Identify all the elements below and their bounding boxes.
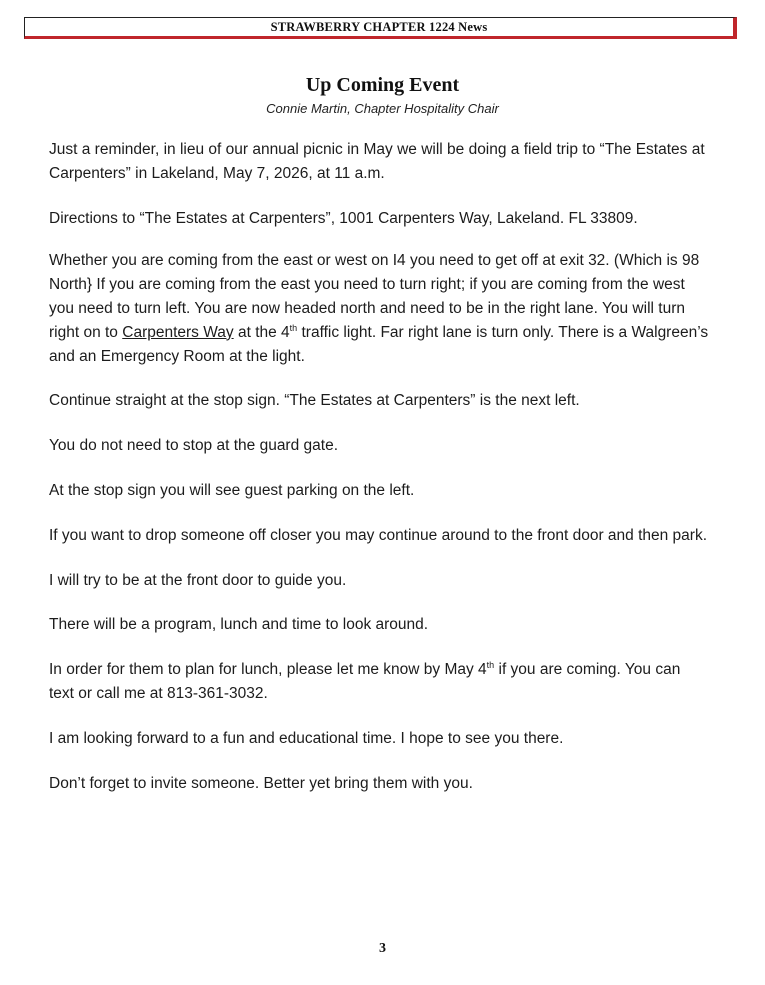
paragraph-directions-heading: Directions to “The Estates at Carpenters”, 1001 Carpenters Way, Lakeland. FL 33809. [49,209,638,227]
rsvp-text-2: if you are coming. You can text or call me at 813-361-3032. [49,661,681,702]
route-text-1: Whether you are coming from the east or west on I4 you need to get off at exit 32. (Which is 98 North} If you are coming from the east you need to turn right; if you are coming from the west you need to turn left. You are now headed north and need to be in the right lane. You will turn right on to [49,252,700,341]
paragraph-guard-gate: You do not need to stop at the guard gate. [49,437,338,455]
carpenters-way-street: Carpenters Way [122,323,234,341]
paragraph-guest-parking: At the stop sign you will see guest parking on the left. [49,481,415,499]
article-body [49,138,709,816]
route-text-3: traffic light. Far right lane is turn only. There is a Walgreen’s and an Emergency Room at the light. [49,323,709,365]
paragraph-program: There will be a program, lunch and time to look around. [49,616,429,634]
paragraph-rsvp [49,658,709,706]
page-number: 3 [379,941,386,956]
route-text-2: at the 4 [233,323,290,341]
paragraph-invite: Don’t forget to invite someone. Better yet bring them with you. [49,774,473,792]
paragraph-intro: Just a reminder, in lieu of our annual picnic in May we will be doing a field trip to “The Estates at Carpenters” in Lakeland, May 7, 2026, at 11 a.m. [49,141,705,182]
paragraph-stop-sign: Continue straight at the stop sign. “The Estates at Carpenters” is the next left. [49,392,580,410]
newsletter-header [24,17,737,39]
rsvp-text-1: In order for them to plan for lunch, please let me know by May 4 [49,661,487,679]
paragraph-looking-forward: I am looking forward to a fun and educational time. I hope to see you there. [49,729,564,747]
event-title: Up Coming Event [305,74,460,96]
paragraph-drop-off: If you want to drop someone off closer you may continue around to the front door and then park. [49,526,708,544]
paragraph-front-door: I will try to be at the front door to guide you. [49,571,347,589]
paragraph-route [49,249,709,368]
rsvp-ordinal-suffix: th [486,660,495,671]
route-ordinal-suffix: th [289,322,298,333]
newsletter-header-title: STRAWBERRY CHAPTER 1224 News [270,19,488,34]
event-byline: Connie Martin, Chapter Hospitality Chair [266,101,499,116]
